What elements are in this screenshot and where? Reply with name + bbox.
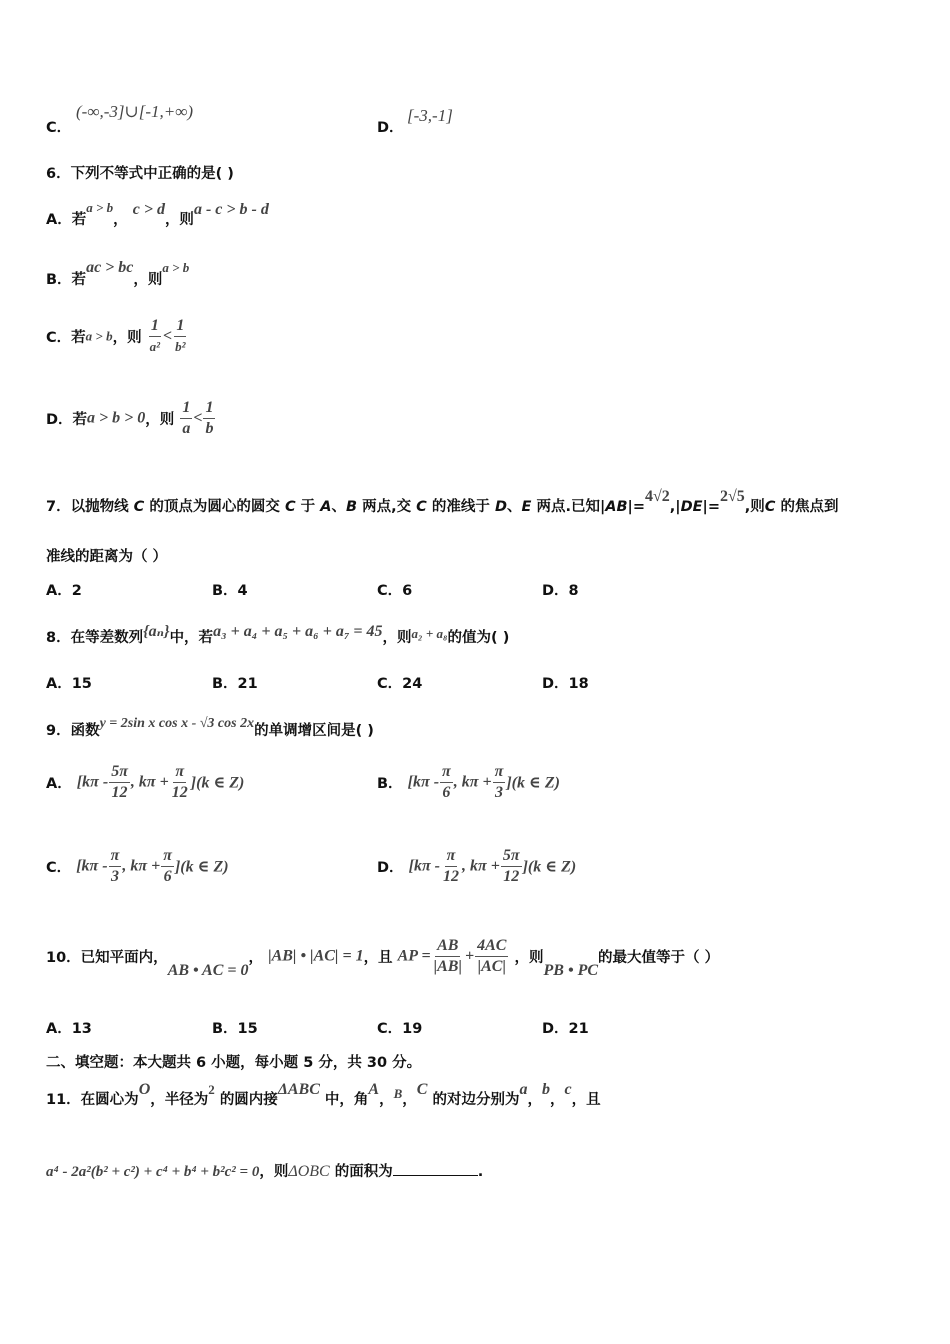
- q6-option-d: D．若a > b > 0，则 $\frac{1}{a}$ < $\frac{1}{b}$: [46, 399, 214, 437]
- q8-option-b: B．21: [212, 676, 258, 692]
- q11-stem-line2: a⁴ - 2a²(b² + c²) + c⁴ + b⁴ + b²c² = 0，则ΔOBC 的面积为 .: [46, 1163, 484, 1180]
- q7-option-c: C．6: [377, 583, 413, 599]
- q6-option-c: C．若a > b，则 $\frac{1}{\text{a²}}$ < $\frac{1}{\text{b²}}$: [46, 317, 186, 354]
- q6-stem: 6．下列不等式中正确的是( ): [46, 166, 234, 182]
- q9-option-d: D． [kπ - $\frac{\pi}{12}$ , kπ + $\frac{5\pi}{12}$ ](k ∈ Z): [377, 847, 577, 885]
- q10-stem: 10．已知平面内，AB • AC = 0， |AB| • |AC| = 1，且 AP = $\frac{AB}{|AB|}$ + $\frac{4AC}{|AC|}$ ，则PB • PC的最大值等于（ ）: [46, 937, 720, 979]
- q5-option-d-math: [-3,-1]: [407, 106, 453, 125]
- q6-option-b: B．若ac > bc，则a > b: [46, 259, 190, 288]
- q5-option-c-math: (-∞,-3]∪[-1,+∞): [76, 102, 193, 121]
- q10-option-b: B．15: [212, 1021, 258, 1037]
- q11-stem-line1: 11．在圆心为O，半径为2 的圆内接ΔABC 中，角A，B，C 的对边分别为a，b，c，且: [46, 1081, 601, 1108]
- q9-option-a: A． [kπ - $\frac{5\pi}{12}$ , kπ + $\frac{\pi}{12}$ ](k ∈ Z): [46, 763, 245, 801]
- q7-option-d: D．8: [542, 583, 579, 599]
- q8-option-c: C．24: [377, 676, 423, 692]
- q8-option-a: A．15: [46, 676, 92, 692]
- q5-option-c-label: C．: [46, 120, 72, 136]
- q9-option-b: B． [kπ - $\frac{\pi}{6}$ , kπ + $\frac{\pi}{3}$ ](k ∈ Z): [377, 763, 560, 801]
- q7-option-b: B．4: [212, 583, 248, 599]
- q8-stem: 8．在等差数列{aₙ}中，若a₃ + a₄ + a₅ + a₆ + a₇ = 45，则a₂ + a₈的值为( ): [46, 623, 510, 646]
- q5-option-d-label: D．: [377, 120, 404, 136]
- q7-stem-line2: 准线的距离为（ ）: [46, 549, 168, 565]
- q9-stem: 9．函数y = 2sin x cos x - √3 cos 2x的单调增区间是( ): [46, 716, 374, 739]
- q7-stem-line1: 7．以抛物线 C 的顶点为圆心的圆交 C 于 A、B 两点,交 C 的准线于 D、E 两点.已知|AB|=4√2,|DE|=2√5,则C 的焦点到: [46, 488, 839, 515]
- q8-option-d: D．18: [542, 676, 589, 692]
- q10-option-a: A．13: [46, 1021, 92, 1037]
- q10-option-d: D．21: [542, 1021, 589, 1037]
- q9-option-c: C． [kπ - $\frac{\pi}{3}$ , kπ + $\frac{\pi}{6}$ ](k ∈ Z): [46, 847, 229, 885]
- q10-option-c: C．19: [377, 1021, 423, 1037]
- q6-option-a: A．若a > b， c > d，则a - c > b - d: [46, 200, 269, 228]
- section-title: 二、填空题：本大题共 6 小题，每小题 5 分，共 30 分。: [46, 1055, 422, 1071]
- answer-blank[interactable]: [393, 1161, 478, 1176]
- q7-option-a: A．2: [46, 583, 82, 599]
